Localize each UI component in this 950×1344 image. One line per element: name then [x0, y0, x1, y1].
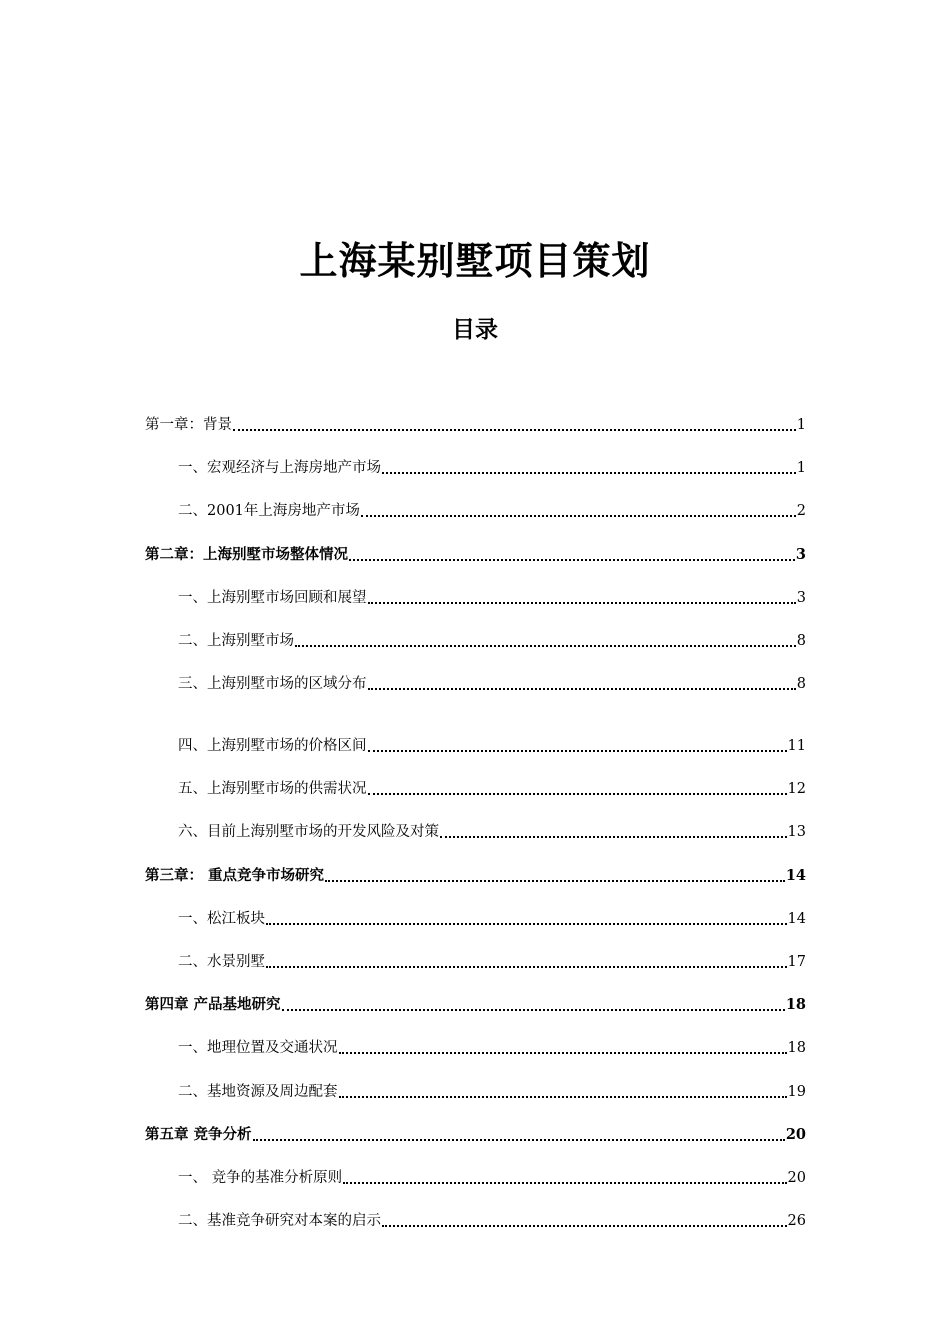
toc-section-entry[interactable]: [178, 950, 806, 972]
toc-section-entry[interactable]: [178, 1080, 806, 1102]
toc-entry-label: 一、上海别墅市场回顾和展望: [178, 590, 367, 606]
toc-page-number: 14: [787, 911, 806, 927]
toc-entry-label: 第四章 产品基地研究: [145, 996, 281, 1013]
toc-dot-leader: [368, 793, 787, 795]
toc-page-number: 18: [787, 1040, 806, 1056]
toc-entry-label: 一、松江板块: [178, 911, 265, 927]
toc-chapter-entry[interactable]: [145, 543, 806, 565]
toc-dot-leader: [368, 602, 796, 604]
toc-section-entry[interactable]: [178, 499, 806, 521]
toc-chapter-entry[interactable]: [145, 993, 806, 1015]
toc-dot-leader: [233, 429, 796, 431]
toc-dot-leader: [361, 515, 796, 517]
toc-section-entry[interactable]: [178, 777, 806, 799]
toc-dot-leader: [339, 1096, 787, 1098]
toc-page-number: 11: [787, 738, 806, 754]
toc-chapter-entry[interactable]: [145, 413, 806, 435]
toc-dot-leader: [339, 1052, 787, 1054]
toc-entry-label: 一、地理位置及交通状况: [178, 1040, 338, 1056]
toc-dot-leader: [266, 966, 787, 968]
toc-entry-label: 一、 竞争的基准分析原则: [178, 1170, 343, 1186]
toc-entry-label: 二、基地资源及周边配套: [178, 1084, 338, 1100]
toc-dot-leader: [368, 688, 796, 690]
toc-dot-leader: [343, 1182, 786, 1184]
toc-page-number: 20: [787, 1170, 806, 1186]
toc-section-entry[interactable]: [178, 456, 806, 478]
toc-page-number: 12: [787, 781, 806, 797]
toc-page-number: 13: [787, 824, 806, 840]
toc-section-entry[interactable]: [178, 1209, 806, 1231]
toc-chapter-entry[interactable]: [145, 1123, 806, 1145]
toc-section-entry[interactable]: [178, 629, 806, 651]
toc-page-number: 1: [796, 460, 806, 476]
toc-page-number: 8: [796, 676, 806, 692]
toc-entry-label: 第一章：背景: [145, 417, 232, 433]
toc-dot-leader: [368, 750, 787, 752]
toc-entry-label: 二、水景别墅: [178, 954, 265, 970]
toc-entry-label: 二、基准竞争研究对本案的启示: [178, 1213, 381, 1229]
toc-section-entry[interactable]: [178, 672, 806, 694]
toc-entry-label: 六、目前上海别墅市场的开发风险及对策: [178, 824, 439, 840]
toc-page-number: 17: [787, 954, 806, 970]
toc-entry-label: 第三章： 重点竞争市场研究: [145, 867, 325, 884]
toc-section-entry[interactable]: [178, 734, 806, 756]
toc-section-entry[interactable]: [178, 907, 806, 929]
toc-entry-label: 二、上海别墅市场: [178, 633, 294, 649]
toc-entry-label: 第五章 竞争分析: [145, 1126, 252, 1143]
toc-page-number: 14: [785, 867, 806, 884]
toc-page-number: 19: [787, 1084, 806, 1100]
toc-dot-leader: [382, 472, 796, 474]
toc-entry-label: 五、上海别墅市场的供需状况: [178, 781, 367, 797]
toc-page-number: 3: [795, 546, 806, 563]
toc-entry-label: 四、上海别墅市场的价格区间: [178, 738, 367, 754]
toc-dot-leader: [382, 1225, 787, 1227]
toc-dot-leader: [266, 923, 787, 925]
toc-page-number: 3: [796, 590, 806, 606]
table-of-contents: [145, 0, 806, 1344]
toc-chapter-entry[interactable]: [145, 864, 806, 886]
toc-page-number: 8: [796, 633, 806, 649]
toc-page-number: 18: [785, 996, 806, 1013]
toc-section-entry[interactable]: [178, 586, 806, 608]
toc-entry-label: 二、2001年上海房地产市场: [178, 503, 360, 519]
toc-entry-label: 一、宏观经济与上海房地产市场: [178, 460, 381, 476]
toc-entry-label: 三、上海别墅市场的区域分布: [178, 676, 367, 692]
toc-section-entry[interactable]: [178, 820, 806, 842]
toc-page-number: 26: [787, 1213, 806, 1229]
toc-section-entry[interactable]: [178, 1166, 806, 1188]
toc-dot-leader: [349, 559, 795, 561]
toc-dot-leader: [295, 645, 796, 647]
document-title: 上海某别墅项目策划: [299, 238, 651, 283]
toc-section-entry[interactable]: [178, 1036, 806, 1058]
toc-entry-label: 第二章：上海别墅市场整体情况: [145, 546, 348, 563]
toc-dot-leader: [440, 836, 787, 838]
toc-page-number: 2: [796, 503, 806, 519]
toc-dot-leader: [325, 880, 785, 882]
toc-page-number: 20: [785, 1126, 806, 1143]
toc-dot-leader: [282, 1009, 785, 1011]
toc-heading: 目录: [452, 316, 498, 343]
toc-page-number: 1: [796, 417, 806, 433]
toc-dot-leader: [253, 1139, 785, 1141]
